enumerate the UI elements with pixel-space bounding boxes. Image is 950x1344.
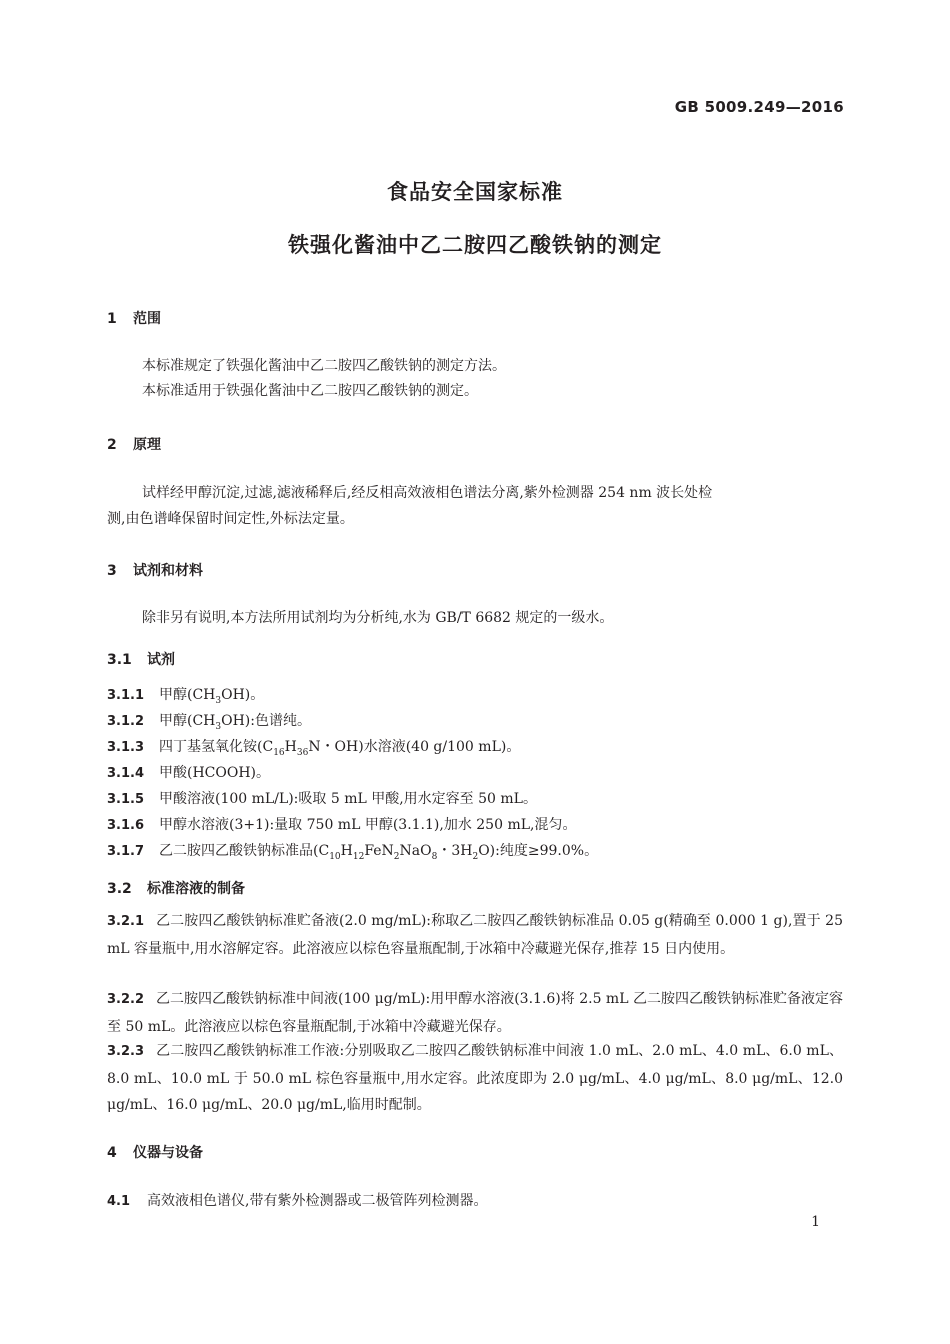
item-number: 3.1.3: [107, 740, 145, 755]
item-text: OH)。: [221, 687, 265, 703]
subscript: 36: [296, 747, 309, 758]
section-title: 原理: [133, 437, 161, 453]
item-text: 乙二胺四乙酸铁钠标准中间液(100 μg/mL):用甲醇水溶液(3.1.6)将 2.5 mL 乙二胺四乙酸铁钠标准贮备液定容至 50 mL。此溶液应以棕色容量瓶配制,于冰箱中冷藏避光保存。: [107, 991, 843, 1035]
document-subtitle: 铁强化酱油中乙二胺四乙酸铁钠的测定: [288, 233, 662, 257]
section-number: 3: [107, 563, 117, 579]
section-2-heading: [107, 434, 161, 454]
standard-solution-item: [107, 1038, 843, 1119]
item-number: 3.1.1: [107, 688, 145, 703]
section-title: 标准溶液的制备: [147, 881, 245, 897]
section-number: 4: [107, 1145, 117, 1161]
subscript: 16: [273, 747, 285, 758]
item-text: 乙二胺四乙酸铁钠标准品(C: [159, 843, 330, 859]
section-1-paragraph-1: 本标准规定了铁强化酱油中乙二胺四乙酸铁钠的测定方法。: [142, 358, 506, 374]
item-number: 3.2.3: [107, 1044, 145, 1059]
subscript: 10: [329, 851, 341, 862]
section-title: 试剂和材料: [133, 563, 203, 579]
subscript: 3: [215, 721, 222, 732]
document-title: 食品安全国家标准: [387, 180, 563, 204]
reagent-item: [107, 788, 537, 808]
item-text: NaO: [399, 843, 432, 859]
standard-code: GB 5009.249—2016: [674, 98, 844, 116]
item-number: 3.2.2: [107, 992, 145, 1007]
standard-solution-item: [107, 986, 843, 1040]
item-text: N・OH)水溶液(40 g/100 mL)。: [308, 739, 521, 755]
item-text: 四丁基氢氧化铵(C: [159, 739, 274, 755]
item-text: 甲醇(CH: [159, 713, 216, 729]
section-title: 范围: [133, 311, 161, 327]
subscript: 2: [472, 851, 479, 862]
item-text: 乙二胺四乙酸铁钠标准工作液:分别吸取乙二胺四乙酸铁钠标准中间液 1.0 mL、2.0 mL、4.0 mL、6.0 mL、8.0 mL、10.0 mL 于 50.0 mL 棕色容量瓶中,用水定容。此浓度即为 2.0 μg/mL、4.0 μg/mL、8.0 μg/mL、12.0 μg/mL、16.0 μg/mL、20.0 μg/mL,临用时配制。: [107, 1043, 843, 1113]
item-number: 3.1.4: [107, 766, 145, 781]
section-2-paragraph-line-2: 测,由色谱峰保留时间定性,外标法定量。: [107, 511, 354, 527]
item-text: H: [340, 843, 353, 859]
section-number: 1: [107, 311, 117, 327]
reagent-item: [107, 814, 576, 834]
subscript: 8: [431, 851, 438, 862]
reagent-item: [107, 710, 311, 732]
item-number: 3.2.1: [107, 914, 145, 929]
item-text: 甲醇(CH: [159, 687, 216, 703]
subscript: 3: [215, 695, 222, 706]
item-text: O):纯度≥99.0%。: [478, 843, 599, 859]
section-3-2-heading: [107, 878, 245, 898]
item-text: H: [284, 739, 297, 755]
subscript: 12: [352, 851, 365, 862]
page-number: 1: [811, 1214, 820, 1230]
item-text: 甲醇水溶液(3+1):量取 750 mL 甲醇(3.1.1),加水 250 mL,混匀。: [159, 817, 577, 833]
subscript: 2: [393, 851, 400, 862]
item-text: OH):色谱纯。: [221, 713, 311, 729]
item-text: 甲酸溶液(100 mL/L):吸取 5 mL 甲酸,用水定容至 50 mL。: [159, 791, 537, 807]
item-number: 3.1.6: [107, 818, 145, 833]
standard-solution-item: [107, 908, 843, 962]
item-text: FeN: [364, 843, 394, 859]
section-number: 2: [107, 437, 117, 453]
section-1-heading: [107, 308, 161, 328]
section-4-heading: [107, 1142, 203, 1162]
section-3-1-heading: [107, 649, 175, 669]
reagent-item: [107, 684, 264, 706]
section-number: 3.2: [107, 881, 132, 897]
item-number: 4.1: [107, 1194, 131, 1209]
section-2-paragraph-line-1: 试样经甲醇沉淀,过滤,滤液稀释后,经反相高效液相色谱法分离,紫外检测器 254 nm 波长处检: [142, 485, 713, 501]
equipment-item: [107, 1190, 487, 1210]
section-3-heading: [107, 560, 203, 580]
section-3-paragraph: 除非另有说明,本方法所用试剂均为分析纯,水为 GB/T 6682 规定的一级水。: [142, 610, 614, 626]
item-text: 乙二胺四乙酸铁钠标准贮备液(2.0 mg/mL):称取乙二胺四乙酸铁钠标准品 0.05 g(精确至 0.000 1 g),置于 25 mL 容量瓶中,用水溶解定容。此溶液应以棕色容量瓶配制,于冰箱中冷藏避光保存,推荐 15 日内使用。: [107, 913, 843, 957]
section-number: 3.1: [107, 652, 132, 668]
item-text: 高效液相色谱仪,带有紫外检测器或二极管阵列检测器。: [147, 1193, 488, 1209]
reagent-item: [107, 762, 270, 782]
item-number: 3.1.2: [107, 714, 145, 729]
section-title: 仪器与设备: [133, 1145, 203, 1161]
item-number: 3.1.7: [107, 844, 145, 859]
section-1-paragraph-2: 本标准适用于铁强化酱油中乙二胺四乙酸铁钠的测定。: [142, 383, 478, 399]
reagent-item: [107, 736, 520, 758]
item-text: 甲酸(HCOOH)。: [159, 765, 271, 781]
section-title: 试剂: [147, 652, 175, 668]
item-text: ・3H: [437, 843, 473, 859]
item-number: 3.1.5: [107, 792, 145, 807]
reagent-item: [107, 840, 598, 862]
